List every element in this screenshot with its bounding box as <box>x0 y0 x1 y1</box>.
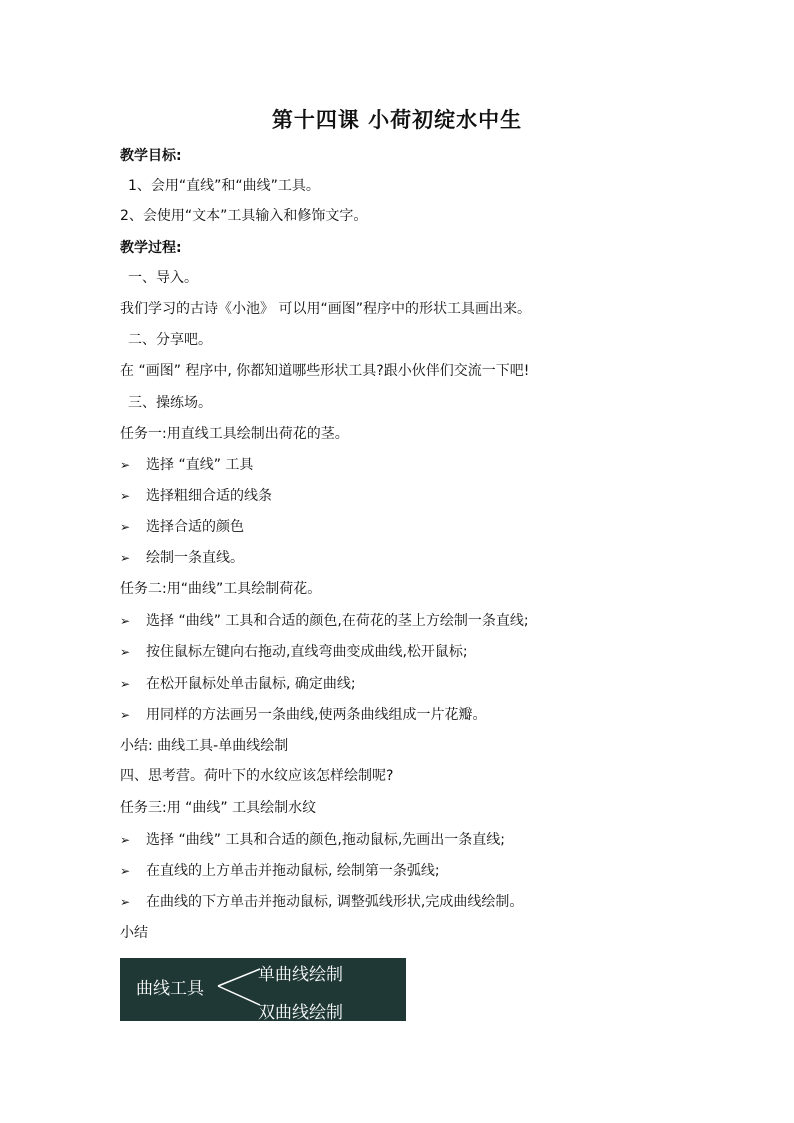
bullet-arrow-icon: ➢ <box>120 489 131 503</box>
bullet-arrow-icon: ➢ <box>120 895 131 909</box>
bullet-arrow-icon: ➢ <box>120 833 131 847</box>
list-item <box>120 517 244 537</box>
list-item-text: 选择 “曲线” 工具和合适的颜色,拖动鼠标,先画出一条直线; <box>146 832 506 848</box>
summary: 小结 <box>120 925 148 941</box>
summary-diagram <box>120 958 406 1021</box>
task-heading: 任务三:用 “曲线” 工具绘制水纹 <box>120 800 317 816</box>
list-item <box>120 611 529 631</box>
section-heading: 四、思考营。荷叶下的水纹应该怎样绘制呢? <box>120 768 394 784</box>
list-item-text: 选择 “直线” 工具 <box>146 457 254 473</box>
task-heading: 任务一:用直线工具绘制出荷花的茎。 <box>120 426 349 442</box>
goal-item: 2、会使用“文本”工具输入和修饰文字。 <box>120 208 368 224</box>
list-item-text: 选择粗细合适的线条 <box>146 488 272 504</box>
list-item <box>120 455 253 475</box>
list-item-text: 绘制一条直线。 <box>146 550 244 566</box>
task-heading: 任务二:用“曲线”工具绘制荷花。 <box>120 581 322 597</box>
bullet-arrow-icon: ➢ <box>120 520 131 534</box>
list-item <box>120 830 505 850</box>
list-item <box>120 892 523 912</box>
diagram-branch-bottom: 双曲线绘制 <box>258 1003 343 1023</box>
paragraph: 我们学习的古诗《小池》 可以用“画图”程序中的形状工具画出来。 <box>120 301 531 317</box>
list-item <box>120 548 244 568</box>
bullet-arrow-icon: ➢ <box>120 551 131 565</box>
list-item-text: 在松开鼠标处单击鼠标, 确定曲线; <box>146 676 356 692</box>
goals-heading: 教学目标: <box>120 148 182 164</box>
summary: 小结: 曲线工具-单曲线绘制 <box>120 738 289 754</box>
list-item-text: 在直线的上方单击并拖动鼠标, 绘制第一条弧线; <box>146 863 440 879</box>
list-item-text: 用同样的方法画另一条曲线,使两条曲线组成一片花瓣。 <box>146 707 487 723</box>
bullet-arrow-icon: ➢ <box>120 677 131 691</box>
bullet-arrow-icon: ➢ <box>120 864 131 878</box>
list-item <box>120 486 272 506</box>
list-item <box>120 861 440 881</box>
list-item-text: 选择 “曲线” 工具和合适的颜色,在荷花的茎上方绘制一条直线; <box>146 613 529 629</box>
section-heading: 三、操练场。 <box>128 395 212 411</box>
list-item <box>120 705 486 725</box>
bullet-arrow-icon: ➢ <box>120 458 131 472</box>
section-heading: 二、分享吧。 <box>128 332 212 348</box>
bullet-arrow-icon: ➢ <box>120 645 131 659</box>
process-heading: 教学过程: <box>120 240 182 256</box>
diagram-root-label: 曲线工具 <box>136 979 204 999</box>
paragraph: 在 “画图” 程序中, 你都知道哪些形状工具?跟小伙伴们交流一下吧! <box>120 363 530 379</box>
diagram-branch-top: 单曲线绘制 <box>258 965 343 985</box>
list-item-text: 在曲线的下方单击并拖动鼠标, 调整弧线形状,完成曲线绘制。 <box>146 894 524 910</box>
bullet-arrow-icon: ➢ <box>120 614 131 628</box>
section-heading: 一、导入。 <box>128 270 198 286</box>
list-item-text: 按住鼠标左键向右拖动,直线弯曲变成曲线,松开鼠标; <box>146 644 468 660</box>
list-item <box>120 674 356 694</box>
list-item-text: 选择合适的颜色 <box>146 519 244 535</box>
list-item <box>120 642 468 662</box>
lesson-title: 第十四课 小荷初绽水中生 <box>271 107 523 132</box>
bullet-arrow-icon: ➢ <box>120 708 131 722</box>
goal-item: 1、会用“直线”和“曲线”工具。 <box>128 178 320 194</box>
